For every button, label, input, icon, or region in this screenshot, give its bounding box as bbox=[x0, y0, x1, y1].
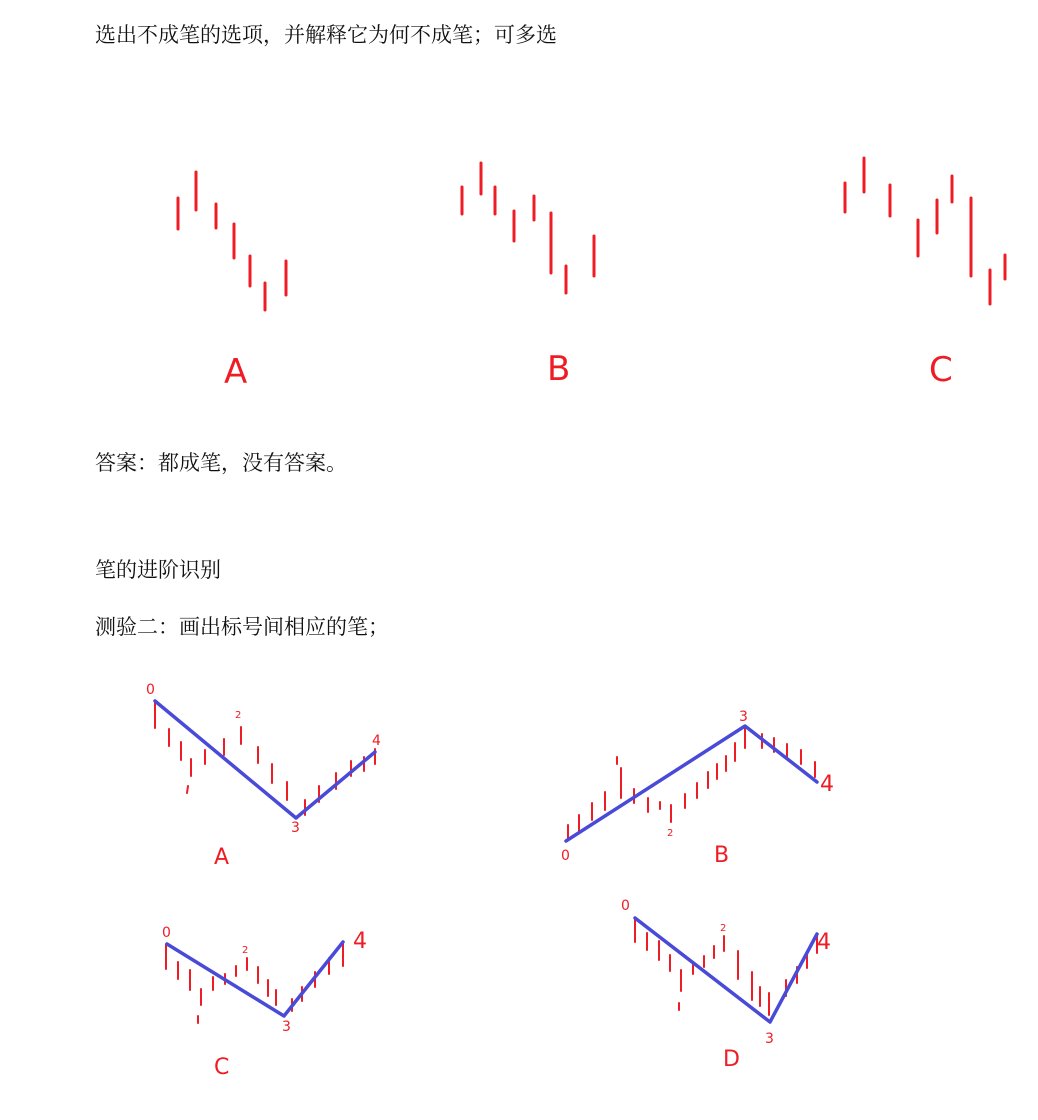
pen-line bbox=[167, 942, 343, 1016]
point-label-4: 4 bbox=[372, 733, 381, 749]
pen-line bbox=[566, 726, 817, 841]
point-label-0: 0 bbox=[561, 848, 570, 864]
question-1: 选出不成笔的选项，并解释它为何不成笔；可多选 bbox=[95, 23, 557, 47]
diagram-c bbox=[162, 925, 367, 1080]
diagram-a-label: A bbox=[214, 845, 230, 870]
diagram-a-bars bbox=[155, 703, 375, 815]
diagram-c-bars bbox=[166, 942, 343, 1023]
point-label-2: 2 bbox=[242, 945, 249, 956]
option-a-bars bbox=[178, 172, 286, 310]
diagram-b-label: B bbox=[714, 843, 730, 868]
point-label-0: 0 bbox=[621, 898, 630, 914]
diagram-b bbox=[561, 709, 834, 868]
option-b-bars bbox=[462, 163, 594, 293]
point-label-3: 3 bbox=[282, 1019, 291, 1035]
option-b-label: B bbox=[547, 349, 571, 389]
point-label-2: 2 bbox=[235, 710, 242, 721]
point-label-4: 4 bbox=[817, 930, 831, 955]
answer-text: 答案：都成笔，没有答案。 bbox=[95, 451, 347, 475]
point-label-3: 3 bbox=[291, 820, 300, 836]
pen-line bbox=[155, 701, 375, 818]
point-label-2: 2 bbox=[720, 923, 727, 934]
diagram-d-label: D bbox=[723, 1047, 740, 1072]
point-label-2: 2 bbox=[667, 828, 674, 839]
point-label-3: 3 bbox=[739, 709, 748, 725]
diagram-b-bars bbox=[568, 726, 815, 839]
point-label-0: 0 bbox=[146, 682, 155, 698]
option-a-label: A bbox=[224, 352, 248, 392]
question-2: 测验二：画出标号间相应的笔； bbox=[95, 615, 389, 639]
bar bbox=[187, 786, 188, 793]
option-c-label: C bbox=[929, 350, 953, 390]
point-label-3: 3 bbox=[765, 1031, 774, 1047]
diagram-c-label: C bbox=[214, 1055, 230, 1080]
option-c-bars bbox=[845, 158, 1005, 304]
point-label-4: 4 bbox=[353, 929, 367, 954]
point-label-4: 4 bbox=[820, 772, 834, 797]
point-label-0: 0 bbox=[162, 925, 171, 941]
diagram-d bbox=[621, 898, 831, 1072]
diagram-a bbox=[146, 682, 381, 870]
section-title: 笔的进阶识别 bbox=[95, 558, 221, 582]
